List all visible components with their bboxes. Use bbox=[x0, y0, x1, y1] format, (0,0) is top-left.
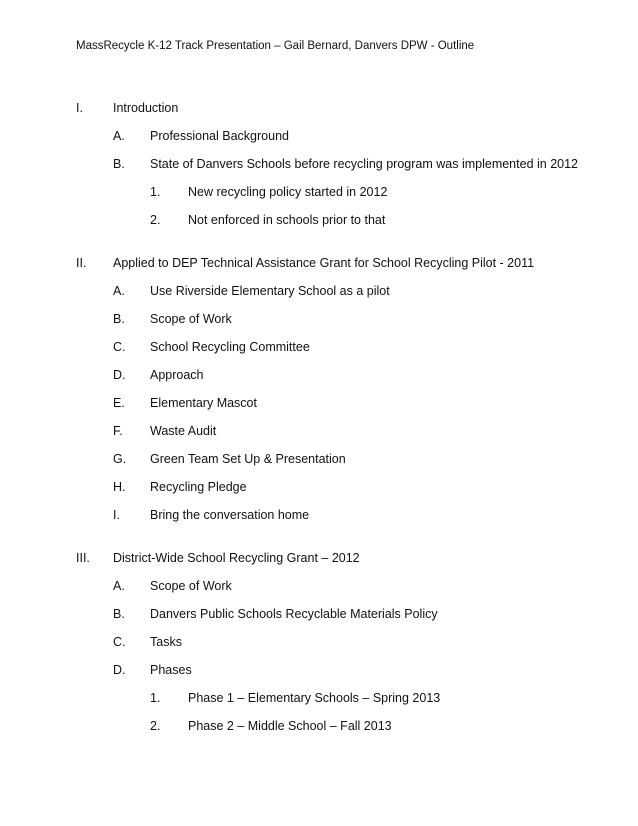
outline-label: A. bbox=[113, 284, 125, 298]
outline-text: Professional Background bbox=[150, 129, 289, 143]
outline-text: Bring the conversation home bbox=[150, 508, 310, 522]
outline-label: 1. bbox=[150, 691, 161, 705]
outline-text: Scope of Work bbox=[150, 312, 232, 326]
outline-label: 2. bbox=[150, 719, 161, 733]
outline-label: A. bbox=[113, 579, 125, 593]
outline-label: D. bbox=[113, 368, 126, 382]
outline-label: E. bbox=[113, 396, 125, 410]
outline-text: Phase 1 – Elementary Schools – Spring 2013 bbox=[188, 691, 441, 705]
outline-label: B. bbox=[113, 312, 125, 326]
outline-label: I. bbox=[113, 508, 120, 522]
outline-text: District-Wide School Recycling Grant – 2012 bbox=[113, 551, 360, 565]
outline-text: Green Team Set Up & Presentation bbox=[150, 452, 346, 466]
outline-label: II. bbox=[76, 256, 87, 270]
outline-label: D. bbox=[113, 663, 126, 677]
outline-text: Elementary Mascot bbox=[150, 396, 257, 410]
outline-text: Scope of Work bbox=[150, 579, 232, 593]
outline-label: G. bbox=[113, 452, 127, 466]
outline-text: New recycling policy started in 2012 bbox=[188, 185, 388, 199]
outline-text: Waste Audit bbox=[150, 424, 217, 438]
outline-text: Tasks bbox=[150, 635, 182, 649]
outline-text: Danvers Public Schools Recyclable Materials Policy bbox=[150, 607, 438, 621]
outline-text: State of Danvers Schools before recycling program was implemented in 2012 bbox=[150, 157, 578, 171]
outline-label: C. bbox=[113, 340, 126, 354]
outline-text: Approach bbox=[150, 368, 204, 382]
outline-label: B. bbox=[113, 157, 125, 171]
outline-label: A. bbox=[113, 129, 125, 143]
outline-text: Applied to DEP Technical Assistance Grant for School Recycling Pilot - 2011 bbox=[113, 256, 535, 270]
outline-label: III. bbox=[76, 551, 90, 565]
outline-text: Not enforced in schools prior to that bbox=[188, 213, 386, 227]
outline-text: Recycling Pledge bbox=[150, 480, 247, 494]
outline-label: B. bbox=[113, 607, 125, 621]
outline-text: Phase 2 – Middle School – Fall 2013 bbox=[188, 719, 392, 733]
outline-label: 2. bbox=[150, 213, 161, 227]
outline-text: Phases bbox=[150, 663, 192, 677]
page-header: MassRecycle K-12 Track Presentation – Gail Bernard, Danvers DPW - Outline bbox=[76, 40, 475, 52]
outline-label: I. bbox=[76, 101, 83, 115]
outline-label: C. bbox=[113, 635, 126, 649]
outline-label: F. bbox=[113, 424, 123, 438]
outline-text: School Recycling Committee bbox=[150, 340, 310, 354]
outline-label: H. bbox=[113, 480, 126, 494]
outline-label: 1. bbox=[150, 185, 161, 199]
outline-text: Introduction bbox=[113, 101, 179, 115]
outline-text: Use Riverside Elementary School as a pilot bbox=[150, 284, 390, 298]
